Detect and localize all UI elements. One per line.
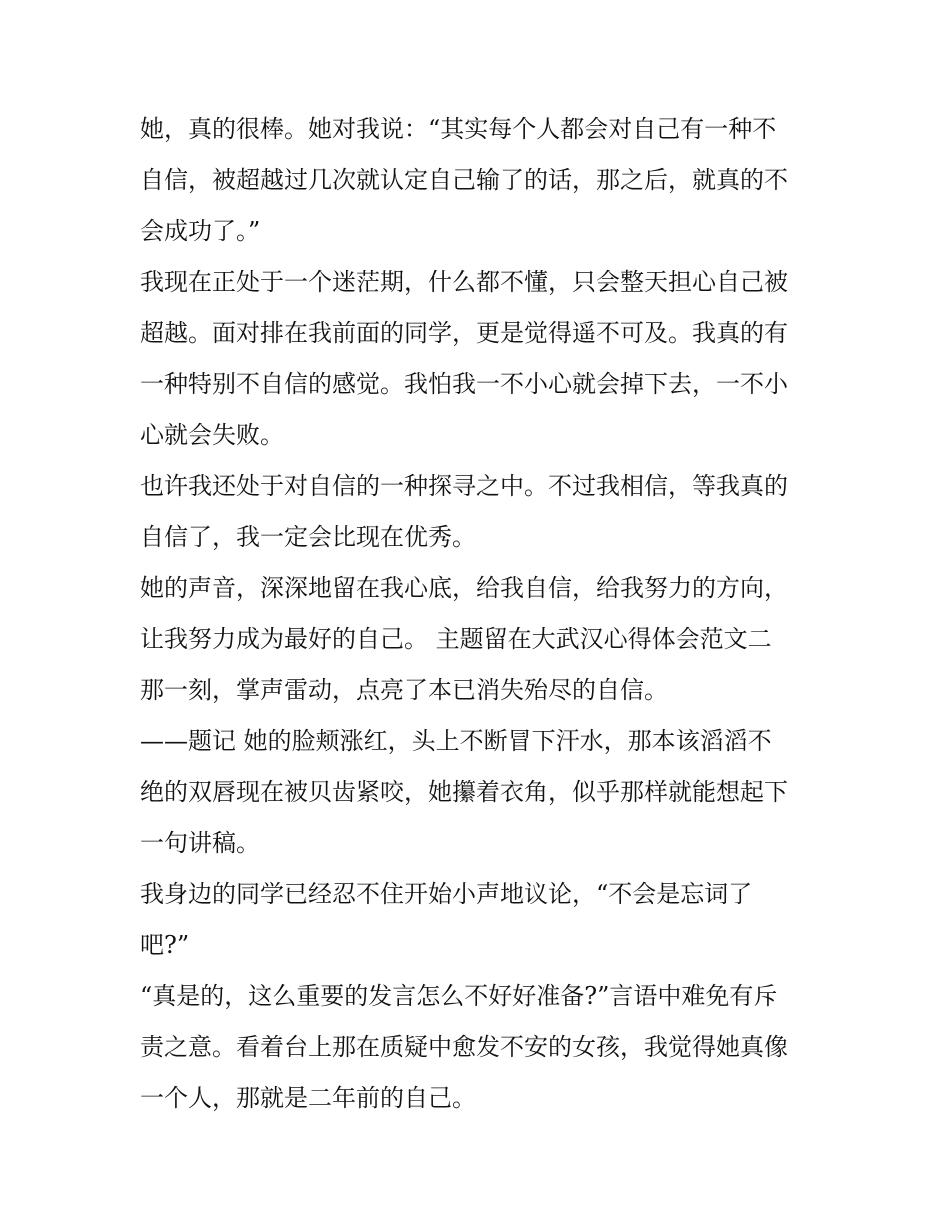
text-line: 自信，被超越过几次就认定自己输了的话，那之后，就真的不 [140,166,788,194]
text-line: 也许我还处于对自信的一种探寻之中。不过我相信，等我真的 [140,472,788,500]
text-line: 超越。面对排在我前面的同学，更是觉得遥不可及。我真的有 [140,319,788,347]
text-line: 绝的双唇现在被贝齿紧咬，她攥着衣角，似乎那样就能想起下 [140,778,788,806]
body-text [140,104,820,1124]
text-line: 会成功了。” [140,217,261,245]
text-line: 自信了，我一定会比现在优秀。 [140,523,476,551]
text-line: 一个人，那就是二年前的自己。 [140,1084,476,1112]
text-line: ——题记 她的脸颊涨红，头上不断冒下汗水，那本该滔滔不 [140,727,772,755]
text-line: 她的声音，深深地留在我心底，给我自信，给我努力的方向， [140,574,788,602]
text-line: 我身边的同学已经忍不住开始小声地议论，“不会是忘词了 [140,880,753,908]
text-line: 让我努力成为最好的自己。 主题留在大武汉心得体会范文二 [140,625,772,653]
text-line: 责之意。看着台上那在质疑中愈发不安的女孩，我觉得她真像 [140,1033,788,1061]
text-line: 那一刻，掌声雷动，点亮了本已消失殆尽的自信。 [140,676,668,704]
text-line: 一种特别不自信的感觉。我怕我一不小心就会掉下去，一不小 [140,370,788,398]
text-line: 一句讲稿。 [140,829,260,857]
text-line: 她，真的很棒。她对我说：“其实每个人都会对自己有一种不 [140,115,777,143]
text-line: “真是的，这么重要的发言怎么不好好准备?”言语中难免有斥 [140,982,778,1010]
text-line: 吧?” [140,931,190,959]
text-line: 我现在正处于一个迷茫期，什么都不懂，只会整天担心自己被 [140,268,788,296]
text-line: 心就会失败。 [140,421,284,449]
